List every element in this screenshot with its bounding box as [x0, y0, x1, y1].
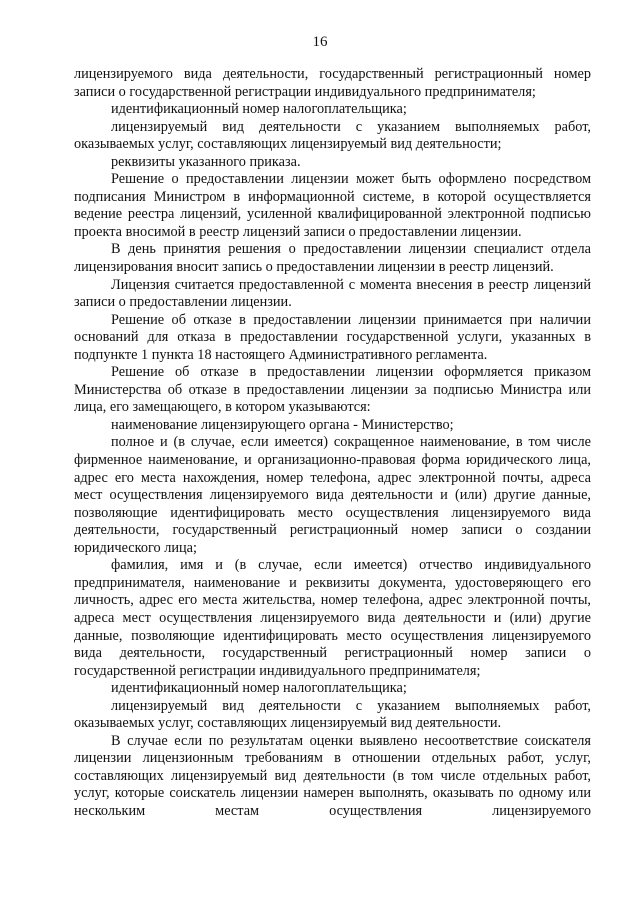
paragraph: наименование лицензирующего органа - Министерство;	[111, 416, 454, 433]
paragraph: Лицензия считается предоставленной с момента внесения в реестр лицензий записи о предоставлении лицензии.	[74, 276, 591, 311]
paragraph: лицензируемого вида деятельности, государственный регистрационный номер записи о государственной регистрации индивидуального предпринимателя;	[74, 66, 591, 100]
paragraph: реквизиты указанного приказа.	[111, 153, 301, 170]
paragraph: идентификационный номер налогоплательщика;	[111, 101, 407, 118]
paragraph: В день принятия решения о предоставлении лицензии специалист отдела лицензирования вносит запись о предоставлении лицензии в реестр лицензий.	[74, 241, 591, 276]
paragraph: идентификационный номер налогоплательщика;	[111, 680, 407, 697]
paragraph: В случае если по результатам оценки выявлено несоответствие соискателя лицензии лицензионным требованиям в отношении отдельных работ, услуг, составляющих лицензируемый вид деятельности (в том числе отдельных работ, услуг, которые соискатель лицензии намерен выполнять, оказывать по одному или нескольким местам осуществления лицензируемого	[74, 732, 591, 819]
paragraph: фамилия, имя и (в случае, если имеется) отчество индивидуального предпринимателя, наименование и реквизиты документа, удостоверяющего его личность, адрес его места жительства, номер телефона, адрес электронной почты, адреса мест осуществления лицензируемого вида деятельности и (или) другие данные, позволяющие идентифицировать место осуществления лицензируемого вида деятельности, государственный регистрационный номер записи о государственной регистрации индивидуального предпринимателя;	[74, 557, 591, 679]
document-body	[74, 66, 591, 821]
paragraph: лицензируемый вид деятельности с указанием выполняемых работ, оказываемых услуг, составляющих лицензируемый вид деятельности;	[74, 118, 591, 153]
paragraph: лицензируемый вид деятельности с указанием выполняемых работ, оказываемых услуг, составляющих лицензируемый вид деятельности.	[74, 697, 591, 732]
paragraph: Решение о предоставлении лицензии может быть оформлено посредством подписания Министром в информационной системе, в которой осуществляется ведение реестра лицензий, усиленной квалифицированной электронной подписью проекта вносимой в реестр лицензий записи о предоставлении лицензии.	[74, 171, 591, 240]
paragraph: Решение об отказе в предоставлении лицензии оформляется приказом Министерства об отказе в предоставлении лицензии за подписью Министра или лица, его замещающего, в котором указываются:	[74, 364, 591, 416]
paragraph: полное и (в случае, если имеется) сокращенное наименование, в том числе фирменное наименование, и организационно-правовая форма юридического лица, адрес его места нахождения, номер телефона, адрес электронной почты, адреса мест осуществления лицензируемого вида деятельности и (или) другие данные, позволяющие идентифицировать место осуществления лицензируемого вида деятельности, государственный регистрационный номер записи о создании юридического лица;	[74, 434, 591, 556]
page-number: 16	[312, 34, 328, 50]
paragraph: Решение об отказе в предоставлении лицензии принимается при наличии оснований для отказа в предоставлении государственной услуги, указанных в подпункте 1 пункта 18 настоящего Административного регламента.	[74, 311, 591, 363]
